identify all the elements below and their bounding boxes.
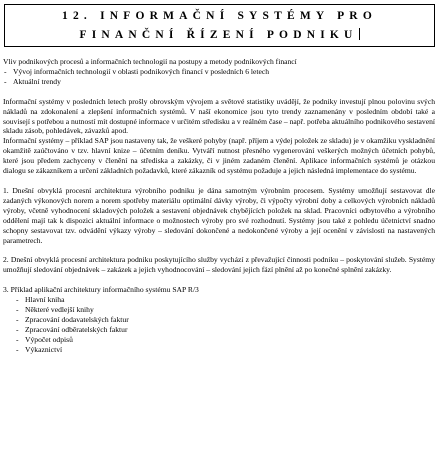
intro-text: Vliv podnikových procesů a informačních technologií na postupy a metody podnikových financí	[3, 57, 297, 66]
chapter-title-line-2: FINANČNÍ ŘÍZENÍ PODNIKU	[79, 29, 358, 41]
list-item: - Zpracování odběratelských faktur	[25, 325, 435, 335]
list-item: - Zpracování dodavatelských faktur	[25, 315, 435, 325]
paragraph-production-architecture: 1. Dnešní obvyklá procesní architektura výrobního podniku je dána samotným výrobním procesem. Systémy umožňují sestavovat dle zadaných výkonových norem a norem spotřeby materiálu optimální dávky výroby, či výpočty výrobní doby a celkových výrobních nákladů výroby, včetně vyhodnocení skladových položek a sestavení objednávek chybějících položek na sklad. Pracovníci odbytového a výrobního oddělení mají tak k dispozici aktuální informace o možnostech výroby pro své rozhodnutí. Systémy jsou také z pohledu účetnictví snadno schopny sestavovat tzv. odvádění výkazy výroby – sledování dokončené a nedokončené výroby a její ocenění v závislosti na nastavených parametrech.	[3, 185, 435, 245]
sap-module-list	[3, 295, 435, 354]
paragraph-information-systems: Informační systémy v posledních letech prošly obrovským vývojem a světové statistiky uvádějí, že podniky investují plnou polovinu svých nákladů na zdokonalení a zlepšení informačních systémů. V naší ekonomice jsou tyto trendy zaznamenány v posledním období také a souvisejí s potřebou a nutností mít dostupné informace v určitém středisku a v reálném čase – např. potřeba aktuálního podnikového sestavení skladu zásob, pohledávek, závazků apod.	[3, 96, 435, 136]
list-item: - Hlavní kniha	[25, 295, 435, 305]
list-item: - Některé vedlejší knihy	[25, 305, 435, 315]
list-item: - Výkaznictví	[25, 345, 435, 355]
intro-bullet-2: - Aktuální trendy	[3, 77, 435, 87]
intro-bullet-1: - Vývoj informačních technologií v oblasti podnikových financí v posledních 6 letech	[3, 67, 435, 77]
document-body	[3, 47, 435, 355]
text-cursor	[359, 28, 360, 40]
list-item: - Výpočet odpisů	[25, 335, 435, 345]
paragraph-services-architecture: 2. Dnešní obvyklá procesní architektura podniku poskytujícího služby vychází z převažující činnosti podniku – poskytování služeb. Systémy umožňují sledování objednávek – zakázek a jejich vyhodnocování – sledování jejich fází plnění až po konečné splnění zakázky.	[3, 255, 435, 275]
section-3-heading: 3. Příklad aplikační architektury informačního systému SAP R/3	[3, 285, 199, 295]
paragraph-sap-example: Informační systémy – příklad SAP jsou nastaveny tak, že veškeré pohyby (např. příjem a výdej položek ze skladu) je v okamžiku vyskladnění okamžitě zaúčtováno v tzv. hlavní knize – účetním deníku. Vytváří nutnost přesného vygenerování veškerých možných účetních pohybů, které jsou předem zachyceny v členění na střediska a zakázky, či v jiném zadaném členění. Aplikace informačních systémů je otázkou dialogu se zákazníkem a určení základních požadavků, které zákazník od systému požaduje a jejich následná implementace do systému.	[3, 136, 435, 176]
chapter-title-box	[4, 4, 435, 47]
chapter-title-line-1: 12. INFORMAČNÍ SYSTÉMY PRO	[62, 10, 377, 22]
